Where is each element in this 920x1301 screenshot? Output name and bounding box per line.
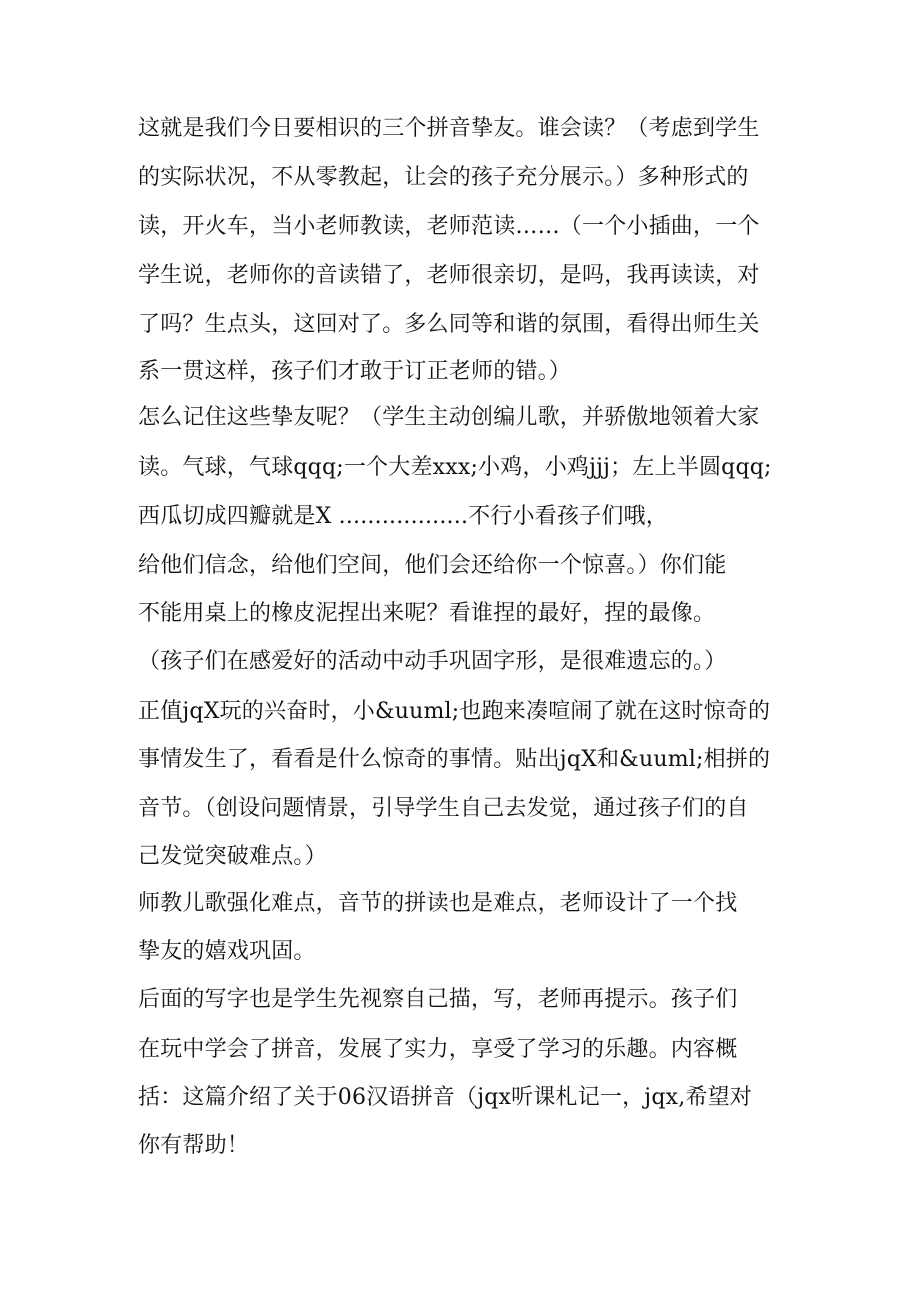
text-line: 师教儿歌强化难点，音节的拼读也是难点，老师设计了一个找: [138, 891, 738, 916]
text-line: 读，开火车，当小老师教读，老师范读……（一个小插曲，一个: [138, 214, 760, 239]
text-line: 读。气球，气球qqq;一个大差xxx;小鸡，小鸡jjj；左上半圆qqq;: [138, 455, 772, 480]
text-line: 音节。（创设问题情景，引导学生自己去发觉，通过孩子们的自: [138, 796, 749, 821]
text-line: 挚友的嬉戏巩固。: [138, 939, 316, 964]
text-line: 事情发生了，看看是什么惊奇的事情。贴出jqX和&uuml;相拼的: [138, 747, 771, 772]
text-line: 括：这篇介绍了关于06汉语拼音（jqx听课札记一，jqx,希望对: [138, 1085, 753, 1110]
text-line: 正值jqX玩的兴奋时，小&uuml;也跑来凑喧闹了就在这时惊奇的: [138, 699, 771, 724]
text-line: 这就是我们今日要相识的三个拼音挚友。谁会读？（考虑到学生: [138, 116, 760, 141]
text-line: 了吗？生点头，这回对了。多么同等和谐的氛围，看得出师生关: [138, 312, 760, 337]
text-line: 不能用桌上的橡皮泥捏出来呢？看谁捏的最好，捏的最像。: [138, 601, 716, 626]
text-line: （孩子们在感爱好的活动中动手巩固字形，是很难遗忘的。）: [138, 649, 727, 674]
text-line: 西瓜切成四瓣就是X ..................不行小看孩子们哦，: [138, 504, 668, 529]
text-line: 的实际状况，不从零教起，让会的孩子充分展示。）多种形式的: [138, 165, 749, 190]
text-line: 怎么记住这些挚友呢？（学生主动创编儿歌，并骄傲地领着大家: [138, 405, 760, 430]
text-line: 给他们信念，给他们空间，他们会还给你一个惊喜。）你们能: [138, 553, 727, 578]
text-line: 后面的写字也是学生先视察自己描，写，老师再提示。孩子们: [138, 987, 738, 1012]
text-line: 己发觉突破难点。）: [138, 844, 327, 869]
text-line: 在玩中学会了拼音，发展了实力，享受了学习的乐趣。内容概: [138, 1037, 738, 1062]
text-line: 你有帮助！: [138, 1133, 250, 1158]
text-line: 学生说，老师你的音读错了，老师很亲切，是吗，我再读读，对: [138, 263, 760, 288]
text-line: 系一贯这样，孩子们才敢于订正老师的错。）: [138, 359, 572, 384]
